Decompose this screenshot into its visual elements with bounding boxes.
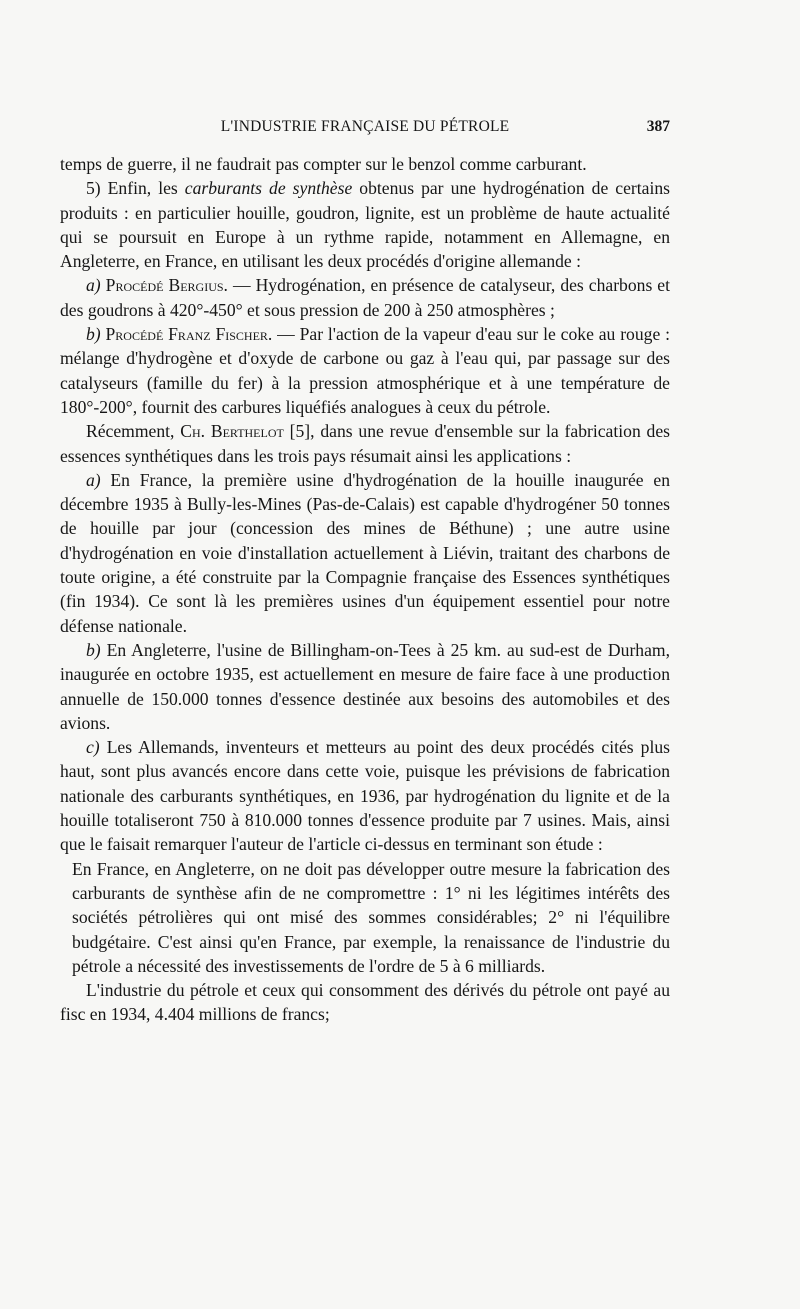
author-name: Ch. Berthelot — [180, 421, 284, 442]
paragraph-fischer-process — [60, 322, 670, 419]
quoted-conclusion: En France, en Angleterre, on ne doit pas développer outre mesure la fabrication des carburants de synthèse afin de ne compromettre : 1° ni les légitimes intérêts des sociétés pétrolières qui ont misé des sommes considérables; 2° ni l'équilibre budgétaire. C'est ainsi qu'en France, par exemple, la renaissance de l'industrie du pétrole a nécessité des investissements de l'ordre de 5 à 6 milliards. — [72, 858, 670, 976]
emphasized-term: carburants de synthèse — [184, 178, 353, 199]
process-heading: Procédé Bergius. — [105, 275, 228, 296]
paragraph-england — [60, 638, 670, 735]
paragraph-germany — [60, 735, 670, 856]
paragraph-text: En Angleterre, l'usine de Billingham-on-Tees à 25 km. au sud-est de Durham, inaugurée en octobre 1935, est actuellement en mesure de faire face à une production annuelle de 150.000 tonnes d'essence destinée aux besoins des automobiles et des avions. — [60, 639, 670, 733]
paragraph-synthetic-fuels — [60, 176, 670, 273]
body-text — [60, 152, 670, 1027]
paragraph-text: — Hydrogénation, en présence de catalyseur, des charbons et des goudrons à 420°-450° et sous pression de 200 à 250 atmosphères ; — [60, 275, 671, 320]
paragraph-prefix: Récemment, — [86, 421, 181, 442]
paragraph-prefix: 5) Enfin, les — [86, 178, 185, 199]
page-number: 387 — [646, 118, 670, 135]
list-marker: c) — [86, 737, 100, 758]
list-marker: b) — [86, 639, 101, 660]
list-marker: a) — [86, 469, 101, 490]
list-marker: b) — [86, 324, 101, 345]
paragraph-text: Les Allemands, inventeurs et metteurs au point des deux procédés cités plus haut, sont plus avancés encore dans cette voie, puisque les prévisions de fabrication nationale des carburants synthétiques, en 1936, par hydrogénation du lignite et de la houille totaliseront 750 à 810.000 tonnes d'essence produite par 7 usines. Mais, ainsi que le faisait remarquer l'auteur de l'article ci-dessus en terminant son étude : — [60, 737, 670, 855]
paragraph-continuation: temps de guerre, il ne faudrait pas compter sur le benzol comme carburant. — [60, 154, 587, 174]
paragraph-taxes: L'industrie du pétrole et ceux qui consomment des dérivés du pétrole ont payé au fisc en 1934, 4.404 millions de francs; — [60, 980, 670, 1025]
paragraph-text: [5], dans une revue d'ensemble sur la fabrication des essences synthétiques dans les trois pays résumait ainsi les applications : — [60, 421, 670, 466]
paragraph-berthelot-review — [60, 419, 670, 468]
paragraph-bergius-process — [60, 273, 670, 322]
running-header — [60, 118, 670, 140]
process-heading: Procédé Franz Fischer. — [105, 324, 273, 345]
paragraph-text: En France, la première usine d'hydrogénation de la houille inaugurée en décembre 1935 à Bully-les-Mines (Pas-de-Calais) est capable d'hydrogéner 50 tonnes de houille par jour (concession des mines de Béthune) ; une autre usine d'hydrogénation en voie d'installation actuellement à Liévin, traitant des charbons de toute origine, a été construite par la Compagnie française des Essences synthétiques (fin 1934). Ce sont là les premières usines d'un équipement essentiel pour notre défense nationale. — [60, 469, 670, 636]
list-marker: a) — [86, 275, 101, 296]
paragraph-text: — Par l'action de la vapeur d'eau sur le coke au rouge : mélange d'hydrogène et d'oxyde de carbone ou gaz à l'eau qui, par passage sur des catalyseurs (famille du fer) à la pression atmosphérique et à une température de 180°-200°, fournit des carbures liquéfiés analogues à ceux du pétrole. — [60, 324, 670, 417]
paragraph-text: obtenus par une hydrogénation de certains produits : en particulier houille, goudron, lignite, est un problème de haute actualité qui se poursuit en Europe à un rythme rapide, notamment en Allemagne, en Angleterre, en France, en utilisant les deux procédés d'origine allemande : — [60, 178, 670, 272]
running-header-title: L'INDUSTRIE FRANÇAISE DU PÉTROLE — [220, 118, 510, 135]
paragraph-france — [60, 468, 670, 638]
